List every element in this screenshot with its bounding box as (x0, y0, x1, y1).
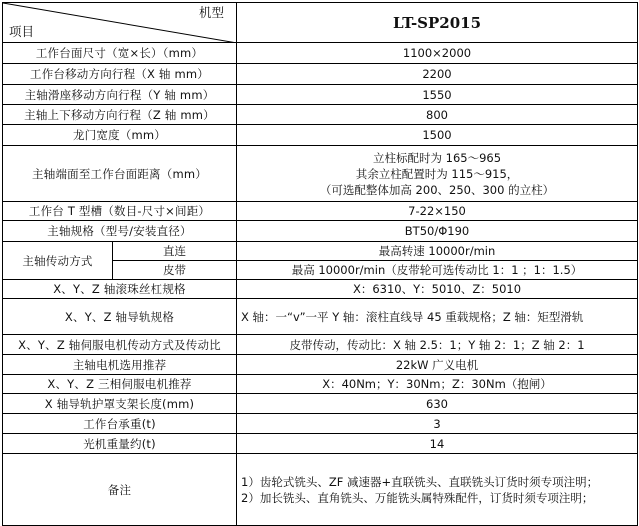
row-value: 630 (237, 394, 638, 414)
row-label: 备注 (3, 454, 237, 526)
table-row (3, 64, 638, 85)
table-row (3, 85, 638, 105)
row-value: 1100×2000 (237, 43, 638, 64)
row-label: 主轴传动方式 (3, 242, 113, 280)
row-label: X、Y、Z 轴滚珠丝杠规格 (3, 280, 237, 299)
table-row (3, 221, 638, 242)
row-label: X、Y、Z 三相伺服电机推荐 (3, 375, 237, 394)
note-line: 2）加长铣头、直角铣头、万能铣头属特殊配件，订货时须专项注明； (241, 490, 594, 505)
table-row (3, 394, 638, 414)
row-label: X、Y、Z 轴伺服电机传动方式及传动比 (3, 335, 237, 355)
header-item-caption: 项目 (9, 24, 35, 39)
table-row (3, 125, 638, 146)
diagonal-header-cell (3, 3, 237, 43)
row-label: X、Y、Z 轴导轨规格 (3, 299, 237, 335)
row-label: 工作台 T 型槽（数目-尺寸×间距） (3, 202, 237, 221)
row-label: X 轴导轨护罩支架长度(mm) (3, 394, 237, 414)
row-value: X 轴：一“v”一平 Y 轴：滚柱直线导 45 重载规格；Z 轴：矩型滑轨 (237, 299, 638, 335)
header-row (3, 3, 638, 43)
table-row (3, 105, 638, 125)
table-row (3, 375, 638, 394)
sub-label: 直连 (113, 242, 237, 261)
table-row (3, 202, 638, 221)
row-value: 最高 10000r/min（皮带轮可选传动比 1：1 ；1：1.5） (237, 261, 638, 280)
table-row (3, 43, 638, 64)
row-label: 光机重量约(t) (3, 434, 237, 454)
row-value: 1500 (237, 125, 638, 146)
row-label: 主轴端面至工作台面距离（mm） (3, 146, 237, 202)
row-label: 工作台面尺寸（宽×长）（mm） (3, 43, 237, 64)
header-model-caption: 机型 (198, 5, 224, 20)
row-value: 800 (237, 105, 638, 125)
note-line: 1）齿轮式铣头、ZF 减速器+直联铣头、直联铣头订货时须专项注明； (241, 474, 599, 489)
row-value: 最高转速 10000r/min (237, 242, 638, 261)
table-row (3, 280, 638, 299)
value-line: 其余立柱配置时为 115～915， (355, 166, 519, 181)
table-row (3, 242, 638, 261)
row-value: BT50/Φ190 (237, 221, 638, 242)
table-row (3, 355, 638, 375)
row-value (237, 454, 638, 526)
spec-table (2, 2, 638, 526)
table-row (3, 335, 638, 355)
value-line: 立柱标配时为 165～965 (372, 150, 502, 165)
row-label: 工作台移动方向行程（X 轴 mm） (3, 64, 237, 85)
row-value: 7-22×150 (237, 202, 638, 221)
row-value: X：6310、Y：5010、Z：5010 (237, 280, 638, 299)
sub-label: 皮带 (113, 261, 237, 280)
row-label: 主轴电机选用推荐 (3, 355, 237, 375)
row-value (237, 146, 638, 202)
row-value: 3 (237, 414, 638, 434)
row-value: 皮带传动，传动比：X 轴 2.5：1；Y 轴 2：1；Z 轴 2：1 (237, 335, 638, 355)
row-label: 主轴上下移动方向行程（Z 轴 mm） (3, 105, 237, 125)
row-label: 龙门宽度（mm） (3, 125, 237, 146)
table-row (3, 299, 638, 335)
row-value: 14 (237, 434, 638, 454)
row-value: 22kW 广义电机 (237, 355, 638, 375)
table-row (3, 146, 638, 202)
value-line: （可选配整体加高 200、250、300 的立柱） (319, 182, 555, 197)
table-row (3, 414, 638, 434)
row-label: 主轴规格（型号/安装直径） (3, 221, 237, 242)
table-row (3, 434, 638, 454)
model-name: LT-SP2015 (237, 3, 638, 43)
row-label: 工作台承重(t) (3, 414, 237, 434)
row-label: 主轴滑座移动方向行程（Y 轴 mm） (3, 85, 237, 105)
row-value: X：40Nm；Y：30Nm；Z：30Nm（抱闸） (237, 375, 638, 394)
row-value: 1550 (237, 85, 638, 105)
row-value: 2200 (237, 64, 638, 85)
table-row (3, 454, 638, 526)
